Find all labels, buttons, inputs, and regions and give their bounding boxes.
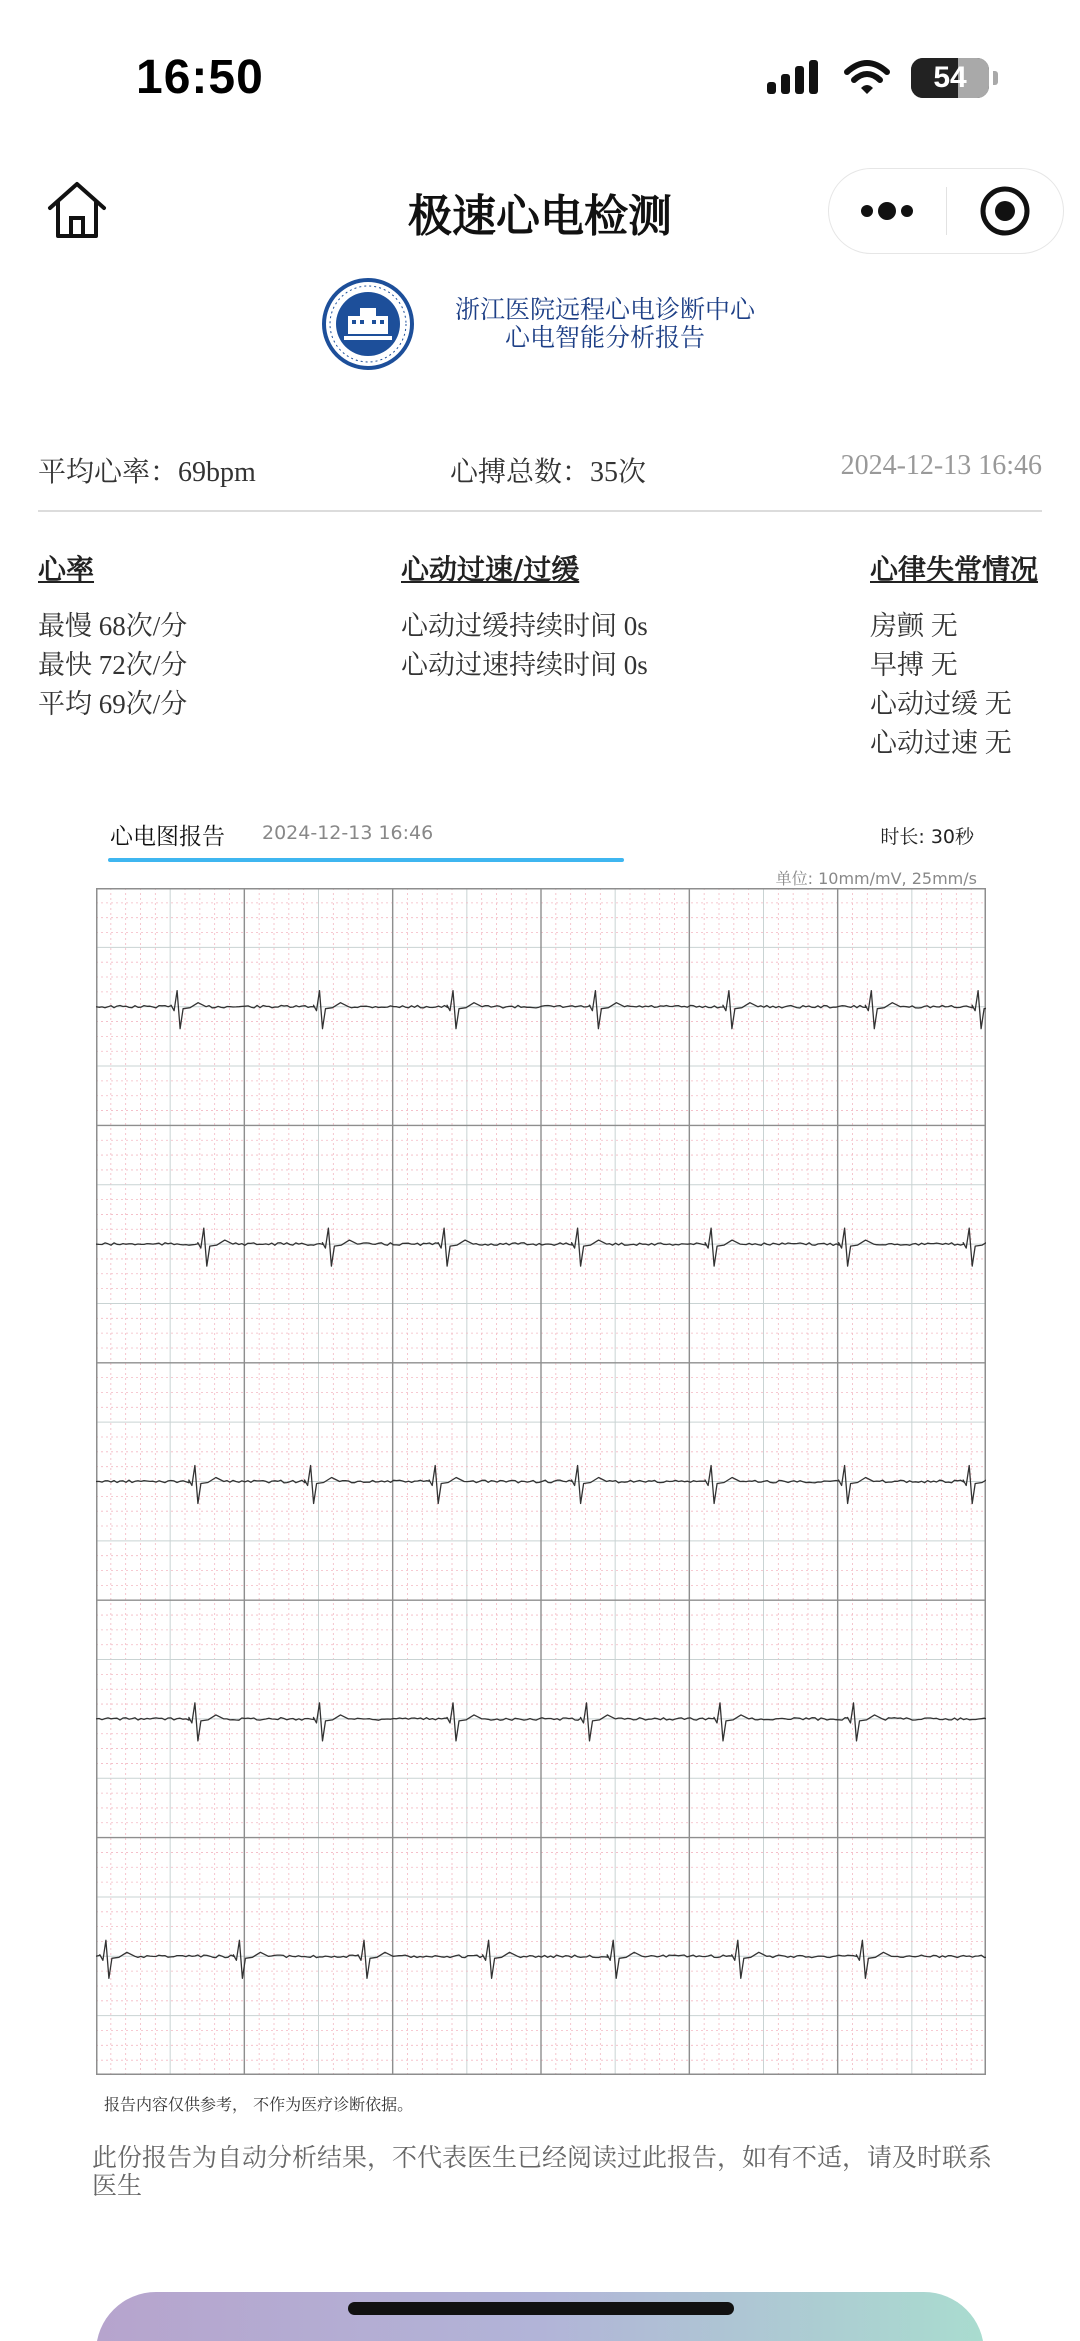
hr-slowest: 最慢 68次/分 bbox=[38, 611, 188, 641]
tab-active-indicator bbox=[108, 858, 624, 862]
brady-duration: 心动过缓持续时间 0s bbox=[401, 611, 648, 641]
report-title: 心电智能分析报告 bbox=[504, 323, 705, 352]
ecg-unit: 单位: 10mm/mV, 25mm/s bbox=[775, 869, 977, 888]
hospital-name: 浙江医院远程心电诊断中心 bbox=[454, 295, 755, 324]
tachy-duration: 心动过速持续时间 0s bbox=[401, 650, 648, 680]
hr-fastest: 最快 72次/分 bbox=[38, 650, 188, 680]
tab-ecg-report[interactable]: 心电图报告 bbox=[110, 824, 225, 850]
ecg-disclaimer: 报告内容仅供参考， 不作为医疗诊断依据。 bbox=[104, 2095, 414, 2114]
page-title: 极速心电检测 bbox=[408, 191, 672, 242]
tachycardia-status: 心动过速 无 bbox=[870, 728, 1012, 758]
ecg-report-time: 2024-12-13 16:46 bbox=[262, 822, 434, 844]
battery-indicator bbox=[911, 58, 989, 98]
arrhythmia-heading: 心律失常情况 bbox=[870, 553, 1039, 586]
wifi-icon bbox=[843, 60, 891, 96]
close-mini-program-button[interactable] bbox=[947, 169, 1064, 253]
cellular-signal-icon bbox=[767, 60, 823, 96]
report-time: 2024-12-13 16:46 bbox=[840, 450, 1042, 481]
ecg-duration: 时长: 30秒 bbox=[880, 826, 974, 848]
hospital-logo-icon bbox=[322, 278, 414, 370]
average-heart-rate: 平均心率：69bpm bbox=[38, 457, 256, 488]
beat-count: 心搏总数：35次 bbox=[450, 457, 647, 488]
status-time: 16:50 bbox=[136, 51, 264, 104]
heart-rate-heading: 心率 bbox=[38, 553, 95, 586]
hr-average: 平均 69次/分 bbox=[38, 689, 188, 719]
more-button[interactable] bbox=[829, 169, 946, 253]
battery-level: 54 bbox=[933, 61, 967, 94]
ecg-chart bbox=[96, 888, 986, 2075]
battery-tip bbox=[993, 71, 998, 85]
bottom-action-bar[interactable] bbox=[96, 2292, 984, 2341]
tachy-brady-heading: 心动过速/过缓 bbox=[401, 553, 580, 586]
mini-program-capsule bbox=[828, 168, 1064, 254]
more-dots-icon bbox=[859, 201, 915, 221]
afib-status: 房颤 无 bbox=[870, 611, 958, 641]
divider bbox=[38, 510, 1042, 512]
premature-beat-status: 早搏 无 bbox=[870, 650, 958, 680]
record-target-icon bbox=[979, 185, 1031, 237]
home-indicator bbox=[348, 2302, 734, 2315]
auto-analysis-note: 此份报告为自动分析结果，不代表医生已经阅读过此报告，如有不适，请及时联系医生 bbox=[92, 2143, 993, 2200]
hospital-header bbox=[420, 296, 790, 352]
status-icons bbox=[767, 58, 998, 98]
bradycardia-status: 心动过缓 无 bbox=[870, 689, 1012, 719]
